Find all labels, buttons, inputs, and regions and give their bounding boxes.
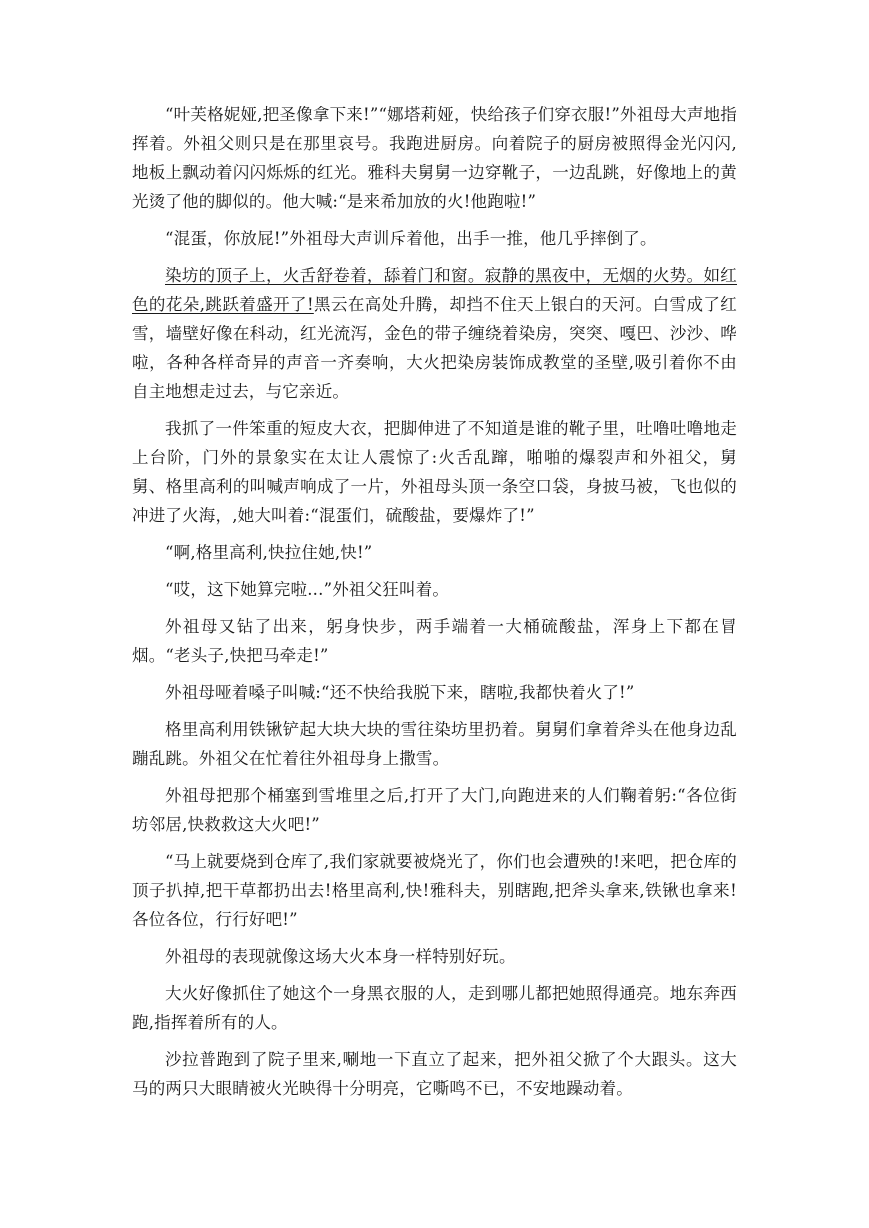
paragraph-grandmother-returns: 外祖母又钻了出来，躬身快步，两手端着一大桶硫酸盐，浑身上下都在冒烟。“老头子,快把马牵走!”: [132, 617, 737, 665]
paragraph-scolding: “混蛋，你放屁!”外祖母大声训斥着他，出手一推，他几乎摔倒了。: [165, 229, 657, 248]
paragraph-performance: 外祖母的表现就像这场大火本身一样特别好玩。: [165, 947, 516, 966]
paragraph-fire-lights-her: 大火好像抓住了她这个一身黑衣服的人，走到哪儿都把她照得通亮。地东奔西跑,指挥着所有的人。: [132, 984, 737, 1032]
paragraph-shoveling-snow: 格里高利用铁锹铲起大块大块的雪往染坊里扔着。舅舅们拿着斧头在他身边乱蹦乱跳。外祖父在忙着往外祖母身上撒雪。: [132, 720, 737, 768]
paragraph-orders: “叶芙格妮娅,把圣像拿下来!”“娜塔莉娅，快给孩子们穿衣服!”外祖母大声地指挥着。外祖父则只是在那里哀号。我跑进厨房。向着院子的厨房被照得金光闪闪,地板上飘动着闪闪烁烁的红光。雅科夫舅舅一边穿靴子，一边乱跳，好像地上的黄光烫了他的脚似的。他大喊:“是来希加放的火!他跑啦!”: [132, 105, 737, 211]
paragraph-grab-her: “啊,格里高利,快拉住她,快!”: [165, 543, 373, 562]
paragraph-opening-gate: 外祖母把那个桶塞到雪堆里之后,打开了大门,向跑进来的人们鞠着躬:“各位街坊邻居,快救救这大火吧!”: [132, 786, 737, 834]
paragraph-instructions: “马上就要烧到仓库了,我们家就要被烧光了，你们也会遭殃的!来吧，把仓库的顶子扒掉,把干草都扔出去!格里高利,快!雅科夫，别瞎跑,把斧头拿来,铁锹也拿来!各位各位，行行好吧!”: [132, 852, 738, 929]
underlined-sentence: 染坊的顶子上，火舌舒卷着，舔着门和窗。寂静的黑夜中，无烟的火势。如红色的花朵,跳跃着盛开了!: [132, 266, 737, 314]
paragraph-grandfather-cry: “哎，这下她算完啦...”外祖父狂叫着。: [165, 580, 450, 599]
paragraph-fire-description: [132, 261, 737, 406]
paragraph-hoarse-shout: 外祖母哑着嗓子叫喊:“还不快给我脱下来，瞎啦,我都快着火了!”: [165, 683, 635, 702]
paragraph-horse: 沙拉普跑到了院子里来,唰地一下直立了起来，把外祖父掀了个大跟头。这大马的两只大眼睛被火光映得十分明亮，它嘶鸣不已，不安地躁动着。: [132, 1050, 737, 1098]
paragraph-outside-scene: 我抓了一件笨重的短皮大衣，把脚伸进了不知道是谁的靴子里，吐噜吐噜地走上台阶，门外的景象实在太让人震惊了:火舌乱蹿，啪啪的爆裂声和外祖父，舅舅、格里高利的叫喊声响成了一片，外祖母头顶一条空口袋，身披马被，飞也似的冲进了火海，,她大叫着:“混蛋们，硫酸盐，要爆炸了!”: [132, 419, 737, 525]
fire-description-rest: 黑云在高处升腾，却挡不住天上银白的天河。白雪成了红雪，墙壁好像在科动，红光流泻，金色的带子缠绕着染房，突突、嘎巴、沙沙、哗啦，各种各样奇异的声音一齐奏响，大火把染房装饰成教堂的圣壁,吸引着你不由自主地想走过去，与它亲近。: [132, 295, 738, 401]
